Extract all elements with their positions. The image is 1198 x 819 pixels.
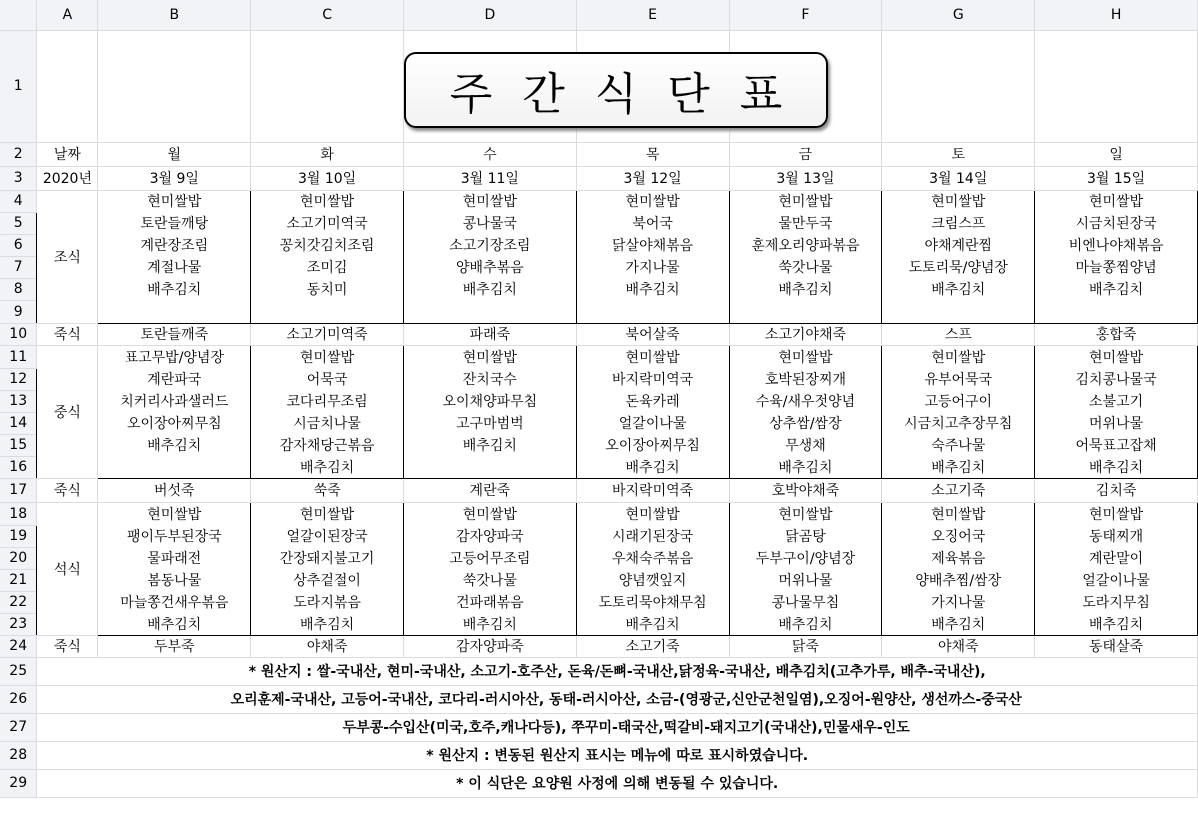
menu-item-cell[interactable]: 현미쌀밥 [251, 190, 404, 212]
menu-item-cell[interactable]: 배추김치 [576, 456, 729, 478]
menu-item-cell[interactable]: 시금치고추장무침 [882, 412, 1035, 434]
menu-item-cell[interactable]: 현미쌀밥 [403, 502, 576, 525]
menu-item-cell[interactable]: 돈육카레 [576, 390, 729, 412]
row-header-3[interactable]: 3 [0, 166, 37, 190]
menu-item-cell[interactable]: 우채숙주볶음 [576, 547, 729, 569]
menu-item-cell[interactable]: 가지나물 [576, 256, 729, 278]
menu-item-cell[interactable]: 배추김치 [403, 613, 576, 635]
day-header[interactable]: 화 [251, 142, 404, 166]
menu-item-cell[interactable]: 계란파국 [98, 368, 251, 390]
porridge-cell[interactable]: 버섯죽 [98, 478, 251, 502]
porridge-cell[interactable]: 바지락미역죽 [576, 478, 729, 502]
row-header-29[interactable]: 29 [0, 769, 37, 797]
row-header-6[interactable]: 6 [0, 234, 37, 256]
porridge-cell[interactable]: 소고기죽 [882, 478, 1035, 502]
menu-item-cell[interactable]: 배추김치 [882, 613, 1035, 635]
menu-item-cell[interactable]: 현미쌀밥 [576, 345, 729, 368]
menu-item-cell[interactable]: 비엔나야채볶음 [1035, 234, 1198, 256]
menu-item-cell[interactable]: 배추김치 [576, 278, 729, 300]
date-cell[interactable]: 3월 15일 [1035, 166, 1198, 190]
menu-item-cell[interactable]: 현미쌀밥 [1035, 502, 1198, 525]
menu-item-cell[interactable]: 훈제오리양파볶음 [729, 234, 882, 256]
menu-item-cell[interactable]: 건파래볶음 [403, 591, 576, 613]
title-box [404, 52, 828, 128]
date-cell[interactable]: 3월 12일 [576, 166, 729, 190]
menu-item-cell[interactable]: 호박된장찌개 [729, 368, 882, 390]
menu-item-cell[interactable]: 오이채양파무침 [403, 390, 576, 412]
column-header-f[interactable]: F [729, 0, 882, 30]
menu-item-cell[interactable]: 고등어구이 [882, 390, 1035, 412]
menu-item-cell[interactable]: 현미쌀밥 [882, 190, 1035, 212]
menu-item-cell[interactable]: 도토리묵야채무침 [576, 591, 729, 613]
row-header-8[interactable]: 8 [0, 278, 37, 300]
menu-item-cell[interactable]: 양배추찜/쌈장 [882, 569, 1035, 591]
row-header-24[interactable]: 24 [0, 635, 37, 657]
menu-item-cell[interactable] [729, 300, 882, 323]
menu-item-cell[interactable]: 배추김치 [403, 278, 576, 300]
menu-item-cell[interactable]: 도토리묵/양념장 [882, 256, 1035, 278]
menu-item-cell[interactable]: 오이장아찌무침 [98, 412, 251, 434]
menu-item-cell[interactable]: 배추김치 [251, 456, 404, 478]
menu-item-cell[interactable] [403, 456, 576, 478]
day-header[interactable]: 금 [729, 142, 882, 166]
menu-item-cell[interactable]: 닭곰탕 [729, 525, 882, 547]
day-header[interactable]: 토 [882, 142, 1035, 166]
menu-item-cell[interactable]: 야채계란찜 [882, 234, 1035, 256]
menu-item-cell[interactable]: 현미쌀밥 [729, 345, 882, 368]
menu-item-cell[interactable]: 현미쌀밥 [251, 345, 404, 368]
menu-item-cell[interactable]: 시래기된장국 [576, 525, 729, 547]
porridge-cell[interactable]: 감자양파죽 [403, 635, 576, 657]
row-header-25[interactable]: 25 [0, 657, 37, 685]
porridge-cell[interactable]: 야채죽 [251, 635, 404, 657]
menu-item-cell[interactable]: 표고무밥/양념장 [98, 345, 251, 368]
menu-item-cell[interactable]: 현미쌀밥 [98, 190, 251, 212]
date-cell[interactable]: 3월 13일 [729, 166, 882, 190]
porridge-cell[interactable]: 소고기야채죽 [729, 323, 882, 345]
menu-item-cell[interactable]: 어묵표고잡채 [1035, 434, 1198, 456]
menu-item-cell[interactable]: 숙주나물 [882, 434, 1035, 456]
menu-item-cell[interactable]: 배추김치 [882, 456, 1035, 478]
porridge-cell[interactable]: 호박야채죽 [729, 478, 882, 502]
menu-item-cell[interactable]: 머위나물 [1035, 412, 1198, 434]
menu-item-cell[interactable]: 콩나물무침 [729, 591, 882, 613]
menu-item-cell[interactable]: 얼갈이된장국 [251, 525, 404, 547]
menu-item-cell[interactable]: 배추김치 [1035, 456, 1198, 478]
row-header-12[interactable]: 12 [0, 368, 37, 390]
row-header-9[interactable]: 9 [0, 300, 37, 323]
date-cell[interactable]: 3월 14일 [882, 166, 1035, 190]
column-header-d[interactable]: D [403, 0, 576, 30]
cell[interactable] [37, 30, 98, 142]
lunch-label-cell[interactable]: 중식 [37, 345, 98, 478]
page-title: 주간식단표 [449, 69, 813, 120]
row-header-17[interactable]: 17 [0, 478, 37, 502]
menu-item-cell[interactable]: 머위나물 [729, 569, 882, 591]
menu-item-cell[interactable]: 배추김치 [729, 456, 882, 478]
menu-item-cell[interactable]: 유부어묵국 [882, 368, 1035, 390]
menu-item-cell[interactable]: 상추겉절이 [251, 569, 404, 591]
porridge-cell[interactable]: 닭죽 [729, 635, 882, 657]
column-header-a[interactable]: A [37, 0, 98, 30]
date-label-cell[interactable]: 날짜 [37, 142, 98, 166]
row-header-1[interactable]: 1 [0, 30, 37, 142]
menu-item-cell[interactable] [882, 300, 1035, 323]
menu-item-cell[interactable]: 가지나물 [882, 591, 1035, 613]
menu-item-cell[interactable] [576, 300, 729, 323]
menu-item-cell[interactable]: 쑥갓나물 [403, 569, 576, 591]
menu-item-cell[interactable]: 시금치된장국 [1035, 212, 1198, 234]
menu-item-cell[interactable]: 닭살야채볶음 [576, 234, 729, 256]
menu-item-cell[interactable]: 현미쌀밥 [882, 345, 1035, 368]
porridge-cell[interactable]: 파래죽 [403, 323, 576, 345]
porridge-cell[interactable]: 홍합죽 [1035, 323, 1198, 345]
row-header-26[interactable]: 26 [0, 685, 37, 713]
menu-item-cell[interactable]: 봄동나물 [98, 569, 251, 591]
row-header-23[interactable]: 23 [0, 613, 37, 635]
date-cell[interactable]: 3월 10일 [251, 166, 404, 190]
menu-item-cell[interactable]: 오징어국 [882, 525, 1035, 547]
menu-item-cell[interactable]: 현미쌀밥 [576, 502, 729, 525]
menu-item-cell[interactable]: 두부구이/양념장 [729, 547, 882, 569]
menu-item-cell[interactable]: 치커리사과샐러드 [98, 390, 251, 412]
menu-item-cell[interactable]: 잔치국수 [403, 368, 576, 390]
row-header-20[interactable]: 20 [0, 547, 37, 569]
breakfast-label-cell[interactable]: 조식 [37, 190, 98, 323]
row-header-16[interactable]: 16 [0, 456, 37, 478]
menu-item-cell[interactable]: 배추김치 [98, 278, 251, 300]
menu-item-cell[interactable]: 코다리무조림 [251, 390, 404, 412]
porridge-cell[interactable]: 두부죽 [98, 635, 251, 657]
menu-item-cell[interactable]: 콩나물국 [403, 212, 576, 234]
porridge-label-cell[interactable]: 죽식 [37, 323, 98, 345]
menu-item-cell[interactable]: 양념깻잎지 [576, 569, 729, 591]
menu-item-cell[interactable]: 현미쌀밥 [403, 190, 576, 212]
menu-item-cell[interactable] [251, 300, 404, 323]
menu-item-cell[interactable]: 계란장조림 [98, 234, 251, 256]
dinner-label-cell[interactable]: 석식 [37, 502, 98, 635]
year-cell[interactable]: 2020년 [37, 166, 98, 190]
menu-item-cell[interactable]: 현미쌀밥 [729, 502, 882, 525]
menu-item-cell[interactable]: 소고기미역국 [251, 212, 404, 234]
menu-item-cell[interactable]: 현미쌀밥 [882, 502, 1035, 525]
menu-item-cell[interactable]: 배추김치 [1035, 278, 1198, 300]
row-header-4[interactable]: 4 [0, 190, 37, 212]
menu-item-cell[interactable]: 계란말이 [1035, 547, 1198, 569]
menu-item-cell[interactable] [98, 456, 251, 478]
date-cell[interactable]: 3월 9일 [98, 166, 251, 190]
menu-item-cell[interactable]: 배추김치 [1035, 613, 1198, 635]
menu-item-cell[interactable]: 현미쌀밥 [403, 345, 576, 368]
menu-item-cell[interactable]: 배추김치 [403, 434, 576, 456]
column-header-b[interactable]: B [98, 0, 251, 30]
porridge-label-cell[interactable]: 죽식 [37, 478, 98, 502]
porridge-cell[interactable]: 야채죽 [882, 635, 1035, 657]
porridge-cell[interactable]: 쑥죽 [251, 478, 404, 502]
row-header-28[interactable]: 28 [0, 741, 37, 769]
porridge-label-cell[interactable]: 죽식 [37, 635, 98, 657]
menu-item-cell[interactable]: 양배추볶음 [403, 256, 576, 278]
cell[interactable] [98, 30, 251, 142]
menu-item-cell[interactable]: 시금치나물 [251, 412, 404, 434]
column-header-c[interactable]: C [251, 0, 404, 30]
note-cell[interactable]: 오리훈제-국내산, 고등어-국내산, 코다리-러시아산, 동태-러시아산, 소금-(영광군,신안군천일염),오징어-원양산, 생선까스-중국산 [37, 685, 1198, 713]
porridge-cell[interactable]: 스프 [882, 323, 1035, 345]
row-header-5[interactable]: 5 [0, 212, 37, 234]
menu-item-cell[interactable]: 배추김치 [98, 613, 251, 635]
menu-item-cell[interactable]: 감자양파국 [403, 525, 576, 547]
menu-item-cell[interactable] [1035, 300, 1198, 323]
porridge-cell[interactable]: 소고기미역죽 [251, 323, 404, 345]
row-header-13[interactable]: 13 [0, 390, 37, 412]
day-header[interactable]: 수 [403, 142, 576, 166]
porridge-cell[interactable]: 토란들깨죽 [98, 323, 251, 345]
menu-item-cell[interactable]: 북어국 [576, 212, 729, 234]
day-header[interactable]: 목 [576, 142, 729, 166]
column-header-e[interactable]: E [576, 0, 729, 30]
menu-item-cell[interactable]: 현미쌀밥 [729, 190, 882, 212]
note-cell[interactable]: * 원산지 : 변동된 원산지 표시는 메뉴에 따로 표시하였습니다. [37, 741, 1198, 769]
row-header-15[interactable]: 15 [0, 434, 37, 456]
row-header-10[interactable]: 10 [0, 323, 37, 345]
row-header-19[interactable]: 19 [0, 525, 37, 547]
row-header-7[interactable]: 7 [0, 256, 37, 278]
menu-item-cell[interactable]: 도라지볶음 [251, 591, 404, 613]
day-header[interactable]: 일 [1035, 142, 1198, 166]
menu-item-cell[interactable]: 마늘쫑찜양념 [1035, 256, 1198, 278]
menu-item-cell[interactable]: 물파래전 [98, 547, 251, 569]
menu-item-cell[interactable]: 팽이두부된장국 [98, 525, 251, 547]
porridge-cell[interactable]: 북어살죽 [576, 323, 729, 345]
menu-item-cell[interactable]: 무생채 [729, 434, 882, 456]
menu-item-cell[interactable]: 쑥갓나물 [729, 256, 882, 278]
menu-item-cell[interactable]: 어묵국 [251, 368, 404, 390]
menu-item-cell[interactable]: 계절나물 [98, 256, 251, 278]
cell[interactable] [1035, 30, 1198, 142]
menu-item-cell[interactable]: 동치미 [251, 278, 404, 300]
column-header-g[interactable]: G [882, 0, 1035, 30]
select-all-corner[interactable] [0, 0, 37, 30]
menu-item-cell[interactable]: 배추김치 [251, 613, 404, 635]
menu-item-cell[interactable]: 상추쌈/쌈장 [729, 412, 882, 434]
day-header[interactable]: 월 [98, 142, 251, 166]
menu-item-cell[interactable]: 조미김 [251, 256, 404, 278]
menu-item-cell[interactable]: 제육볶음 [882, 547, 1035, 569]
menu-item-cell[interactable]: 오이장아찌무침 [576, 434, 729, 456]
porridge-cell[interactable]: 동태살죽 [1035, 635, 1198, 657]
column-header-h[interactable]: H [1035, 0, 1198, 30]
menu-item-cell[interactable]: 배추김치 [98, 434, 251, 456]
row-header-18[interactable]: 18 [0, 502, 37, 525]
menu-item-cell[interactable]: 바지락미역국 [576, 368, 729, 390]
menu-item-cell[interactable]: 꽁치갓김치조림 [251, 234, 404, 256]
note-cell[interactable]: 두부콩-수입산(미국,호주,캐나다등), 쭈꾸미-태국산,떡갈비-돼지고기(국내산),민물새우-인도 [37, 713, 1198, 741]
menu-item-cell[interactable]: 배추김치 [882, 278, 1035, 300]
note-cell[interactable]: * 이 식단은 요양원 사정에 의해 변동될 수 있습니다. [37, 769, 1198, 797]
menu-item-cell[interactable]: 물만두국 [729, 212, 882, 234]
menu-item-cell[interactable]: 배추김치 [729, 278, 882, 300]
row-header-14[interactable]: 14 [0, 412, 37, 434]
menu-item-cell[interactable]: 고구마범벅 [403, 412, 576, 434]
menu-item-cell[interactable]: 소고기장조림 [403, 234, 576, 256]
menu-item-cell[interactable]: 현미쌀밥 [576, 190, 729, 212]
cell[interactable] [882, 30, 1035, 142]
menu-item-cell[interactable]: 현미쌀밥 [98, 502, 251, 525]
row-header-11[interactable]: 11 [0, 345, 37, 368]
menu-item-cell[interactable]: 크림스프 [882, 212, 1035, 234]
menu-item-cell[interactable]: 소불고기 [1035, 390, 1198, 412]
menu-item-cell[interactable]: 감자채당근볶음 [251, 434, 404, 456]
menu-item-cell[interactable]: 현미쌀밥 [251, 502, 404, 525]
cell[interactable] [251, 30, 404, 142]
menu-item-cell[interactable]: 현미쌀밥 [1035, 345, 1198, 368]
menu-item-cell[interactable]: 얼갈이나물 [576, 412, 729, 434]
menu-item-cell[interactable]: 배추김치 [729, 613, 882, 635]
menu-item-cell[interactable]: 배추김치 [576, 613, 729, 635]
row-header-21[interactable]: 21 [0, 569, 37, 591]
menu-item-cell[interactable]: 현미쌀밥 [1035, 190, 1198, 212]
menu-item-cell[interactable]: 마늘쫑건새우볶음 [98, 591, 251, 613]
menu-item-cell[interactable]: 도라지무침 [1035, 591, 1198, 613]
row-header-2[interactable]: 2 [0, 142, 37, 166]
row-header-27[interactable]: 27 [0, 713, 37, 741]
menu-item-cell[interactable]: 얼갈이나물 [1035, 569, 1198, 591]
menu-item-cell[interactable]: 수육/새우젓양념 [729, 390, 882, 412]
note-cell[interactable]: * 원산지 : 쌀-국내산, 현미-국내산, 소고기-호주산, 돈육/돈뼈-국내산,닭정육-국내산, 배추김치(고추가루, 배추-국내산), [37, 657, 1198, 685]
menu-item-cell[interactable]: 고등어무조림 [403, 547, 576, 569]
date-cell[interactable]: 3월 11일 [403, 166, 576, 190]
menu-item-cell[interactable]: 토란들깨탕 [98, 212, 251, 234]
menu-item-cell[interactable]: 김치콩나물국 [1035, 368, 1198, 390]
row-header-22[interactable]: 22 [0, 591, 37, 613]
menu-item-cell[interactable]: 간장돼지불고기 [251, 547, 404, 569]
menu-item-cell[interactable] [403, 300, 576, 323]
porridge-cell[interactable]: 계란죽 [403, 478, 576, 502]
porridge-cell[interactable]: 소고기죽 [576, 635, 729, 657]
menu-item-cell[interactable]: 동태찌개 [1035, 525, 1198, 547]
menu-item-cell[interactable] [98, 300, 251, 323]
porridge-cell[interactable]: 김치죽 [1035, 478, 1198, 502]
